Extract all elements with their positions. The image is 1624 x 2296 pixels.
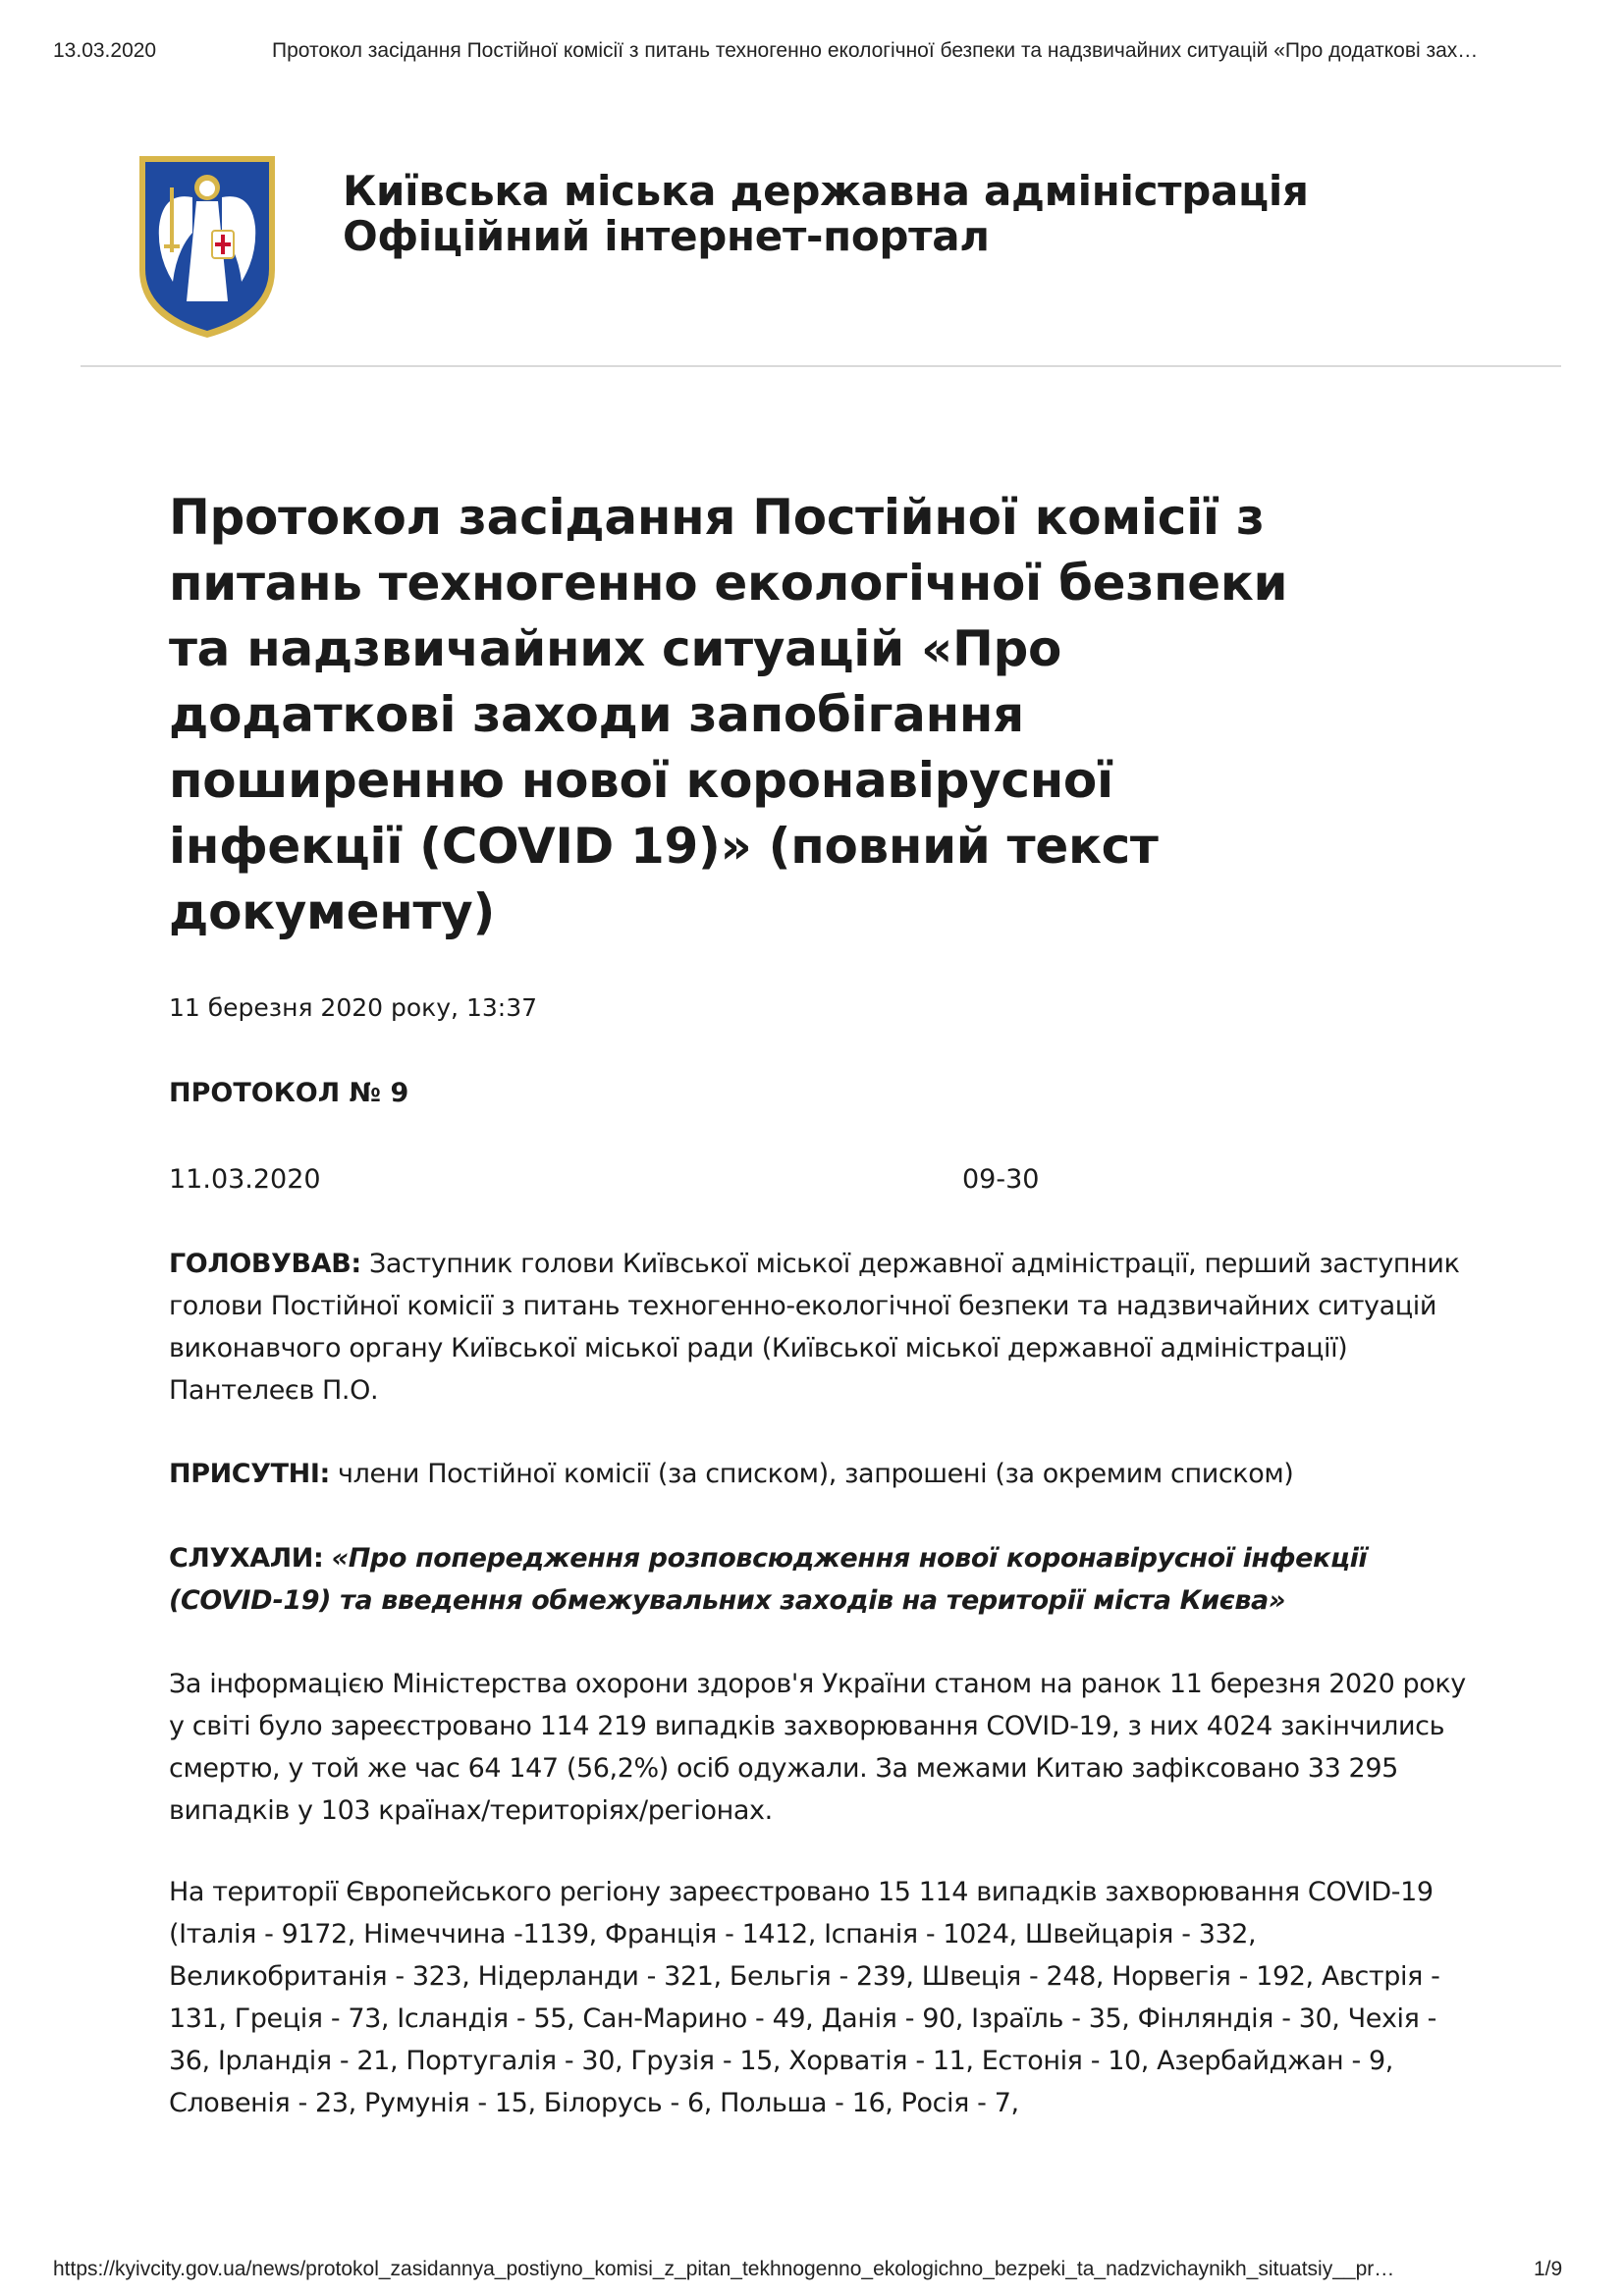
publication-date: 11 березня 2020 року, 13:37 [169,993,537,1022]
body-paragraph-2: На території Європейського регіону зареєстровано 15 114 випадків захворювання COVID-19 (Італія - 9172, Німеччина -1139, Франція - 1412, Іспанія - 1024, Швейцарія - 332, Великобританія - 323, Нідерланди - 321, Бельгія - 239, Швеція - 248, Норвегія - 192, Австрія - 131, Греція - 73, Ісландія - 55, Сан-Марино - 49, Данія - 90, Ізраїль - 35, Фінляндія - 30, Чехія - 36, Ірландія - 21, Португалія - 30, Грузія - 15, Хорватія - 11, Естонія - 10, Азербайджан - 9, Словенія - 23, Румунія - 15, Білорусь - 6, Польша - 16, Росія - 7, [169,1877,1440,2118]
protocol-time: 09-30 [962,1164,1040,1195]
head [199,181,215,196]
print-header-date: 13.03.2020 [53,39,157,62]
present-paragraph [169,1453,1475,1495]
site-name[interactable] [343,169,1309,259]
heard-label: СЛУХАЛИ: [169,1543,324,1574]
site-name-line1: Київська міська державна адміністрація [343,167,1309,215]
print-header-title: Протокол засідання Постійної комісії з питань техногенно екологічної безпеки та надзвичайних ситуацій «Про додаткові зах… [272,39,1479,62]
sword [170,187,174,252]
body-paragraph-1: За інформацією Міністерства охорони здоров'я України станом на ранок 11 березня 2020 року у світі було зареєстровано 114 219 випадків захворювання COVID-19, з них 4024 закінчились смертю, у той же час 64 147 (56,2%) осіб одужали. За межами Китаю зафіксовано 33 295 випадків у 103 країнах/територіях/регіонах. [169,1669,1466,1826]
print-footer-url[interactable]: https://kyivcity.gov.ua/news/protokol_zasidannya_postiyno_komisi_z_pitan_tekhnogenno_ekologichno_bezpeki_ta_nadzvichaynikh_situatsiy__pr… [53,2258,1395,2280]
protocol-date: 11.03.2020 [169,1164,321,1195]
protocol-number: ПРОТОКОЛ № 9 [169,1078,409,1108]
chaired-text: Заступник голови Київської міської державної адміністрації, перший заступник голови Постійної комісії з питань техногенно-екологічної безпеки та надзвичайних ситуацій виконавчого органу Київської міської ради (Київської міської державної адміністрації) Пантелеєв П.О. [169,1249,1460,1406]
kyiv-coat-of-arms-logo[interactable] [137,154,277,340]
print-footer-page-number: 1/9 [1534,2258,1563,2280]
header-divider [81,365,1561,367]
present-label: ПРИСУТНІ: [169,1459,330,1489]
chaired-label: ГОЛОВУВАВ: [169,1249,361,1279]
sword-guard [164,244,180,248]
site-name-line2: Офіційний інтернет-портал [343,212,990,260]
article-title: Протокол засідання Постійної комісії з питань техногенно екологічної безпеки та надзвичайних ситуацій «Про додаткові заходи запобігання поширенню нової коронавірусної інфекції (COVID 19)» (повний текст документу) [169,489,1288,940]
heard-paragraph [169,1537,1475,1622]
present-text: члени Постійної комісії (за списком), запрошені (за окремим списком) [329,1459,1294,1489]
heard-text: «Про попередження розповсюдження нової коронавірусної інфекції (COVID-19) та введення обмежувальних заходів на території міста Києва» [169,1543,1368,1616]
chaired-paragraph [169,1243,1475,1412]
